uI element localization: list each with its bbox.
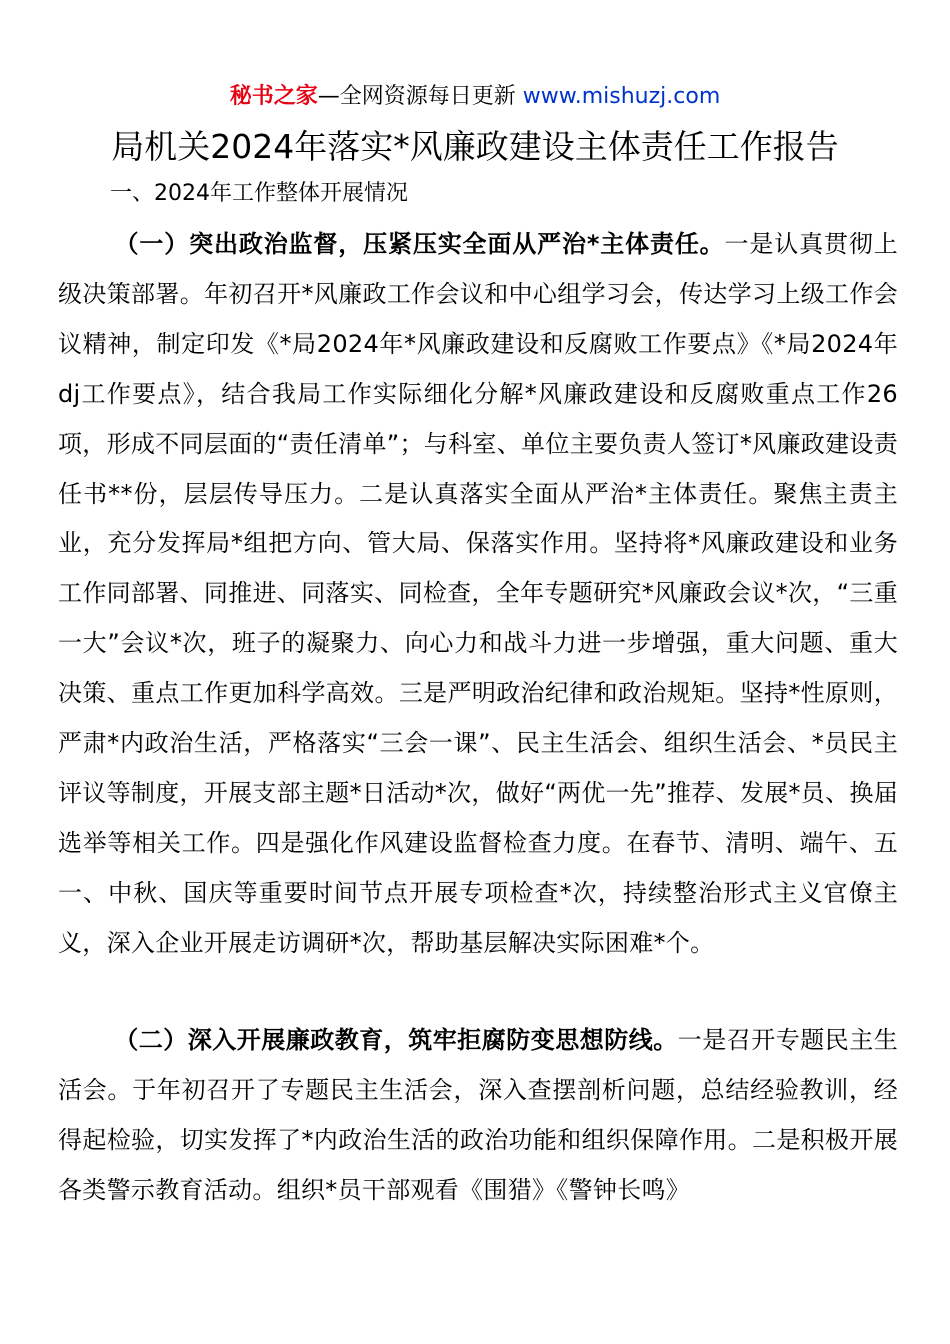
section-heading: 一、2024年工作整体开展情况 [110,181,408,206]
banner-tagline: —全网资源每日更新 [317,84,516,109]
paragraph-2-text: 一是召开专题民主生活会。于年初召开了专题民主生活会，深入查摆剖析问题，总结经验教训，经得起检验，切实发挥了*内政治生活的政治功能和组织保障作用。二是积极开展各类警示教育活动。组织*员干部观看《围猎》《警钟长鸣》 [58,1026,898,1204]
banner-url-link[interactable]: www.mishuzj.com [522,84,721,109]
brand-name: 秘书之家 [229,84,318,109]
paragraph-1-lead: （一）突出政治监督，压紧压实全面从严治*主体责任。 [114,230,725,258]
document-title: 局机关2024年落实*风廉政建设主体责任工作报告 [111,127,839,166]
site-banner [0,82,950,112]
paragraph-2-lead: （二）深入开展廉政教育，筑牢拒腐防变思想防线。 [114,1026,678,1054]
paragraph-1 [58,220,898,969]
paragraph-2 [58,1016,898,1216]
paragraph-1-text: 一是认真贯彻上级决策部署。年初召开*风廉政工作会议和中心组学习会，传达学习上级工作会议精神，制定印发《*局2024年*风廉政建设和反腐败工作要点》《*局2024年dj工作要点》，结合我局工作实际细化分解*风廉政建设和反腐败重点工作26项，形成不同层面的“责任清单”；与科室、单位主要负责人签订*风廉政建设责任书**份，层层传导压力。二是认真落实全面从严治*主体责任。聚焦主责主业，充分发挥局*组把方向、管大局、保落实作用。坚持将*风廉政建设和业务工作同部署、同推进、同落实、同检查，全年专题研究*风廉政会议*次，“三重一大”会议*次，班子的凝聚力、向心力和战斗力进一步增强，重大问题、重大决策、重点工作更加科学高效。三是严明政治纪律和政治规矩。坚持*性原则，严肃*内政治生活，严格落实“三会一课”、民主生活会、组织生活会、*员民主评议等制度，开展支部主题*日活动*次，做好“两优一先”推荐、发展*员、换届选举等相关工作。四是强化作风建设监督检查力度。在春节、清明、端午、五一、中秋、国庆等重要时间节点开展专项检查*次，持续整治形式主义官僚主义，深入企业开展走访调研*次，帮助基层解决实际困难*个。 [58,230,898,957]
